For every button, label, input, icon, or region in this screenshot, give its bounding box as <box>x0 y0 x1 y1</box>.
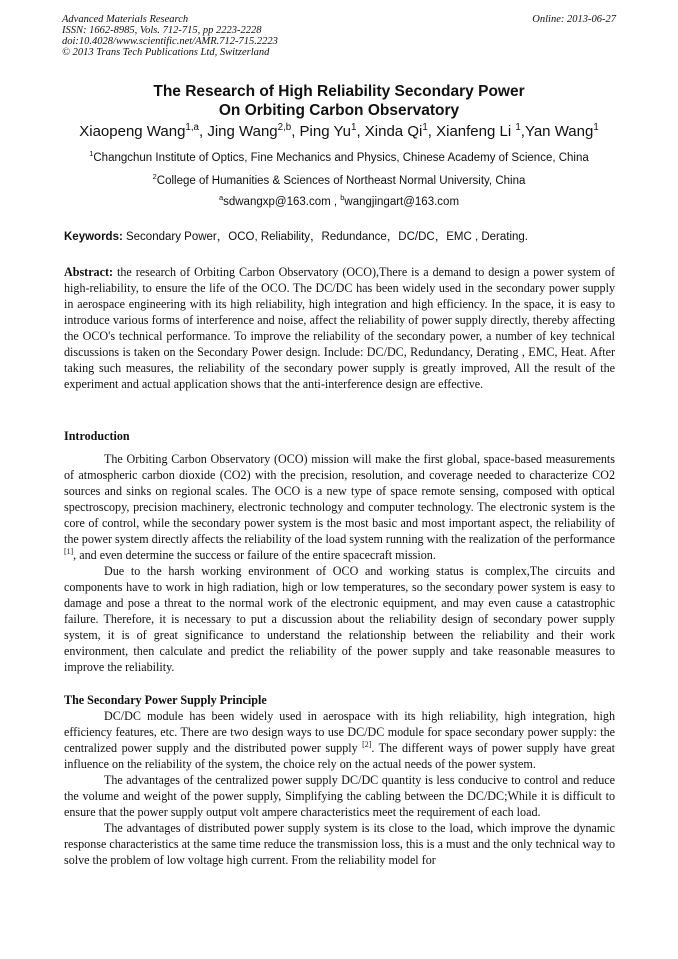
doi-line: doi:10.4028/www.scientific.net/AMR.712-715.2223 <box>62 36 278 47</box>
copyright-line: © 2013 Trans Tech Publications Ltd, Switzerland <box>62 47 270 58</box>
email-link[interactable]: wangjingart@163.com <box>344 196 460 208</box>
email-link[interactable]: sdwangxp@163.com , <box>223 196 341 208</box>
author: Xinda Qi$^1$ <box>364 122 428 140</box>
section-heading: Introduction <box>64 429 130 443</box>
keywords-label: Keywords: <box>64 231 123 243</box>
keywords <box>64 230 620 244</box>
journal-header <box>62 14 616 58</box>
paragraph: The advantages of distributed power supply system is its close to the load, which improve the dynamic response characteristics at the same time reduce the transmission loss, this is a must and the only technical way to solve the problem of low voltage high current. From the reliability model for <box>64 821 615 867</box>
author-emails: $^a$sdwangxp@163.com , $^b$wangjingart@163.com <box>218 193 460 208</box>
section-heading: The Secondary Power Supply Principle <box>64 693 267 707</box>
title-line-1: The Research of High Reliability Secondary Power <box>153 83 525 100</box>
abstract-label: Abstract: <box>64 265 114 279</box>
citation[interactable]: [1] <box>64 546 74 556</box>
author: Jing Wang$^{2,b}$ <box>207 122 292 140</box>
paragraph: The advantages of the centralized power supply DC/DC quantity is less conducive to control and reduce the volume and weight of the power supply, Simplifying the cabling between the DC/DC;While it is difficult to ensure that the power supply output volt ampere characteristics meet the requirement of each load. <box>64 773 615 819</box>
author: Xianfeng Li $^1$ <box>436 122 521 140</box>
paper-title <box>0 82 678 120</box>
principle-section <box>64 692 615 868</box>
affiliation-2: $^2$College of Humanities & Sciences of Northeast Normal University, China <box>152 172 526 187</box>
online-date: Online: 2013-06-27 <box>532 14 616 25</box>
author: Yan Wang$^1$ <box>524 122 599 140</box>
keywords-text: Secondary Power，OCO, Reliability，Redundance，DC/DC，EMC , Derating. <box>122 231 528 243</box>
affiliation-1: $^1$Changchun Institute of Optics, Fine Mechanics and Physics, Chinese Academy of Science, China <box>89 149 589 164</box>
author: Xiaopeng Wang$^{1,a}$ <box>79 122 199 140</box>
journal-name: Advanced Materials Research <box>62 14 189 25</box>
author-list: Xiaopeng Wang$^{1,a}$, Jing Wang$^{2,b}$, Ping Yu$^1$, Xinda Qi$^1$, Xianfeng Li $^1$,Yan Wang$^1$ <box>79 122 599 140</box>
paragraph: DC/DC module has been widely used in aerospace with its high reliability, high integration, high efficiency features, etc. There are two design ways to use DC/DC module for space secondary power supply: the centralized power supply and the distributed power supply [2]. The different ways of power supply have great influence on the reliability of the system, the choice rely on the actual needs of the power system. <box>64 709 615 771</box>
title-line-2: On Orbiting Carbon Observatory <box>218 102 460 119</box>
paragraph: Due to the harsh working environment of OCO and working status is complex,The circuits and components have to work in high radiation, high or low temperatures, so the secondary power system is easy to damage and pose a threat to the normal work of the electronic equipment, and may even cause a catastrophic failure. Therefore, it is necessary to put a discussion about the reliability design of secondary power supply system, it is of great significance to understand the relationship between the reliability and their work environment, then calculate and predict the reliability of the power supply and take reasonable measures to improve the reliability. <box>64 564 615 674</box>
author: Ping Yu$^1$ <box>299 122 357 140</box>
paragraph: The Orbiting Carbon Observatory (OCO) mission will make the first global, space-based measurements of atmospheric carbon dioxide (CO2) with the precision, resolution, and coverage needed to characterize CO2 sources and sinks on regional scales. The OCO is a new type of space remote sensing, composed with optical spectroscopy, precision machinery, electronic technology and computer technology. The electronic system is the core of control, while the secondary power system is the most basic and most important aspect, the reliability of the power system directly affects the reliability of the load system running with the realization of the performance [1], and even determine the success or failure of the entire spacecraft mission. <box>64 452 615 562</box>
citation[interactable]: [2] <box>362 739 372 749</box>
abstract-text: the research of Orbiting Carbon Observatory (OCO),There is a demand to design a power system of high-reliability, to ensure the life of the OCO. The DC/DC has been widely used in the secondary power supply in aerospace engineering with its high reliability, high integration and high efficiency. In the space, it is easy to introduce various forms of interference and noise, affect the reliability of power supply directly, thereby affecting the OCO's technical performance. To improve the reliability of the secondary power, a number of key technical discussions is taken on the Secondary Power design. Include: DC/DC, Redundancy, Derating , EMC, Heat. After taking such measures, the reliability of the secondary power supply is greatly improved, All the result of the experiment and actual application shows that the anti-interference design are effective. <box>64 265 615 391</box>
abstract <box>64 264 615 392</box>
issn-line: ISSN: 1662-8985, Vols. 712-715, pp 2223-2228 <box>62 25 262 36</box>
introduction-section <box>64 428 615 675</box>
